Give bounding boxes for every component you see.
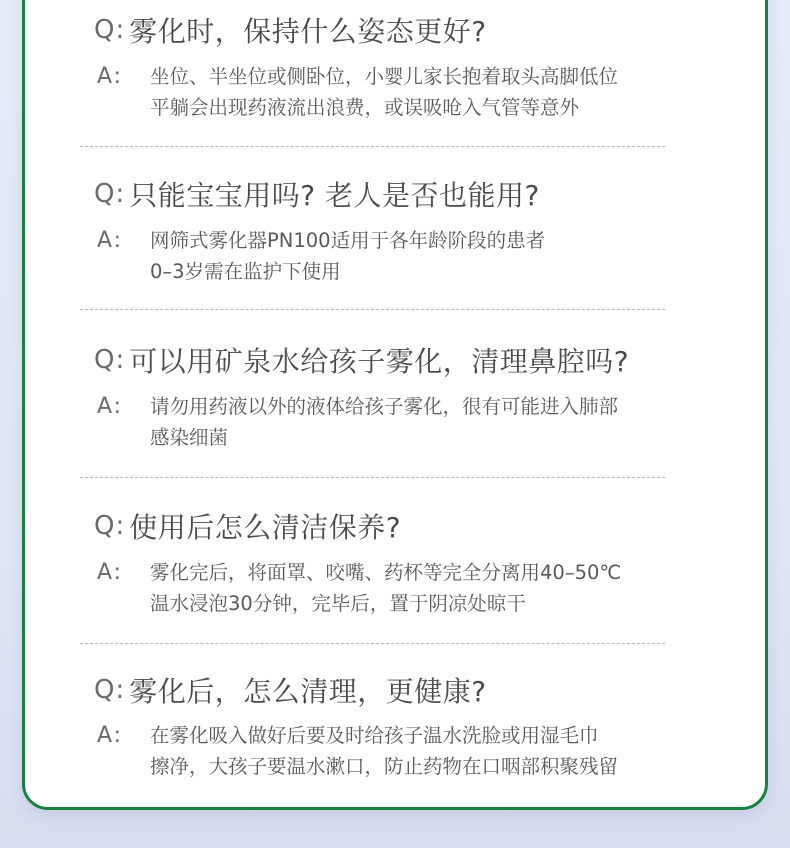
answer-line: 0–3岁需在监护下使用 [150,260,341,283]
faq-answer-1 [150,61,710,123]
faq-answer-3 [150,391,710,453]
faq-answer-4 [150,557,710,619]
question-mark-label: Q: [94,345,126,375]
answer-line: 坐位、半坐位或侧卧位，小婴儿家长抱着取头高脚低位 [150,65,619,88]
dashed-divider [80,643,665,644]
question-mark-label: Q: [94,15,126,45]
answer-line: 温水浸泡30分钟，完毕后，置于阴凉处晾干 [150,592,526,615]
answer-line: 感染细菌 [150,426,229,449]
dashed-divider [80,477,665,478]
question-text: 雾化后，怎么清理，更健康? [129,675,487,708]
faq-answer-mark-4 [97,556,123,588]
faq-answer-2 [150,225,710,287]
question-mark-label: Q: [94,675,126,705]
question-text: 可以用矿泉水给孩子雾化，清理鼻腔吗? [129,345,630,378]
question-mark-label: Q: [94,511,126,541]
answer-line: 在雾化吸入做好后要及时给孩子温水洗脸或用湿毛巾 [150,724,599,747]
question-text: 使用后怎么清洁保养? [129,511,402,544]
answer-line: 雾化完后，将面罩、咬嘴、药杯等完全分离用40–50℃ [150,561,622,584]
answer-mark-label: A: [97,393,124,419]
dashed-divider [80,146,665,147]
answer-line: 请勿用药液以外的液体给孩子雾化，很有可能进入肺部 [150,395,619,418]
dashed-divider [80,309,665,310]
answer-mark-label: A: [97,722,124,748]
faq-answer-mark-1 [97,60,123,92]
faq-answer-mark-5 [97,719,123,751]
faq-answer-mark-2 [97,224,123,256]
faq-question-1 [94,10,487,50]
answer-mark-label: A: [97,63,124,89]
faq-answer-mark-3 [97,390,123,422]
faq-question-4 [94,506,401,546]
answer-line: 网筛式雾化器PN100适用于各年龄阶段的患者 [150,229,546,252]
question-text: 只能宝宝用吗? 老人是否也能用? [129,179,540,212]
answer-mark-label: A: [97,227,124,253]
faq-question-5 [94,670,487,710]
answer-mark-label: A: [97,559,124,585]
answer-line: 平躺会出现药液流出浪费，或误吸呛入气管等意外 [150,96,580,119]
faq-answer-5 [150,720,710,782]
faq-question-2 [94,174,540,214]
faq-question-3 [94,340,629,380]
answer-line: 擦净，大孩子要温水漱口，防止药物在口咽部积聚残留 [150,755,619,778]
question-text: 雾化时，保持什么姿态更好? [129,15,487,48]
question-mark-label: Q: [94,179,126,209]
